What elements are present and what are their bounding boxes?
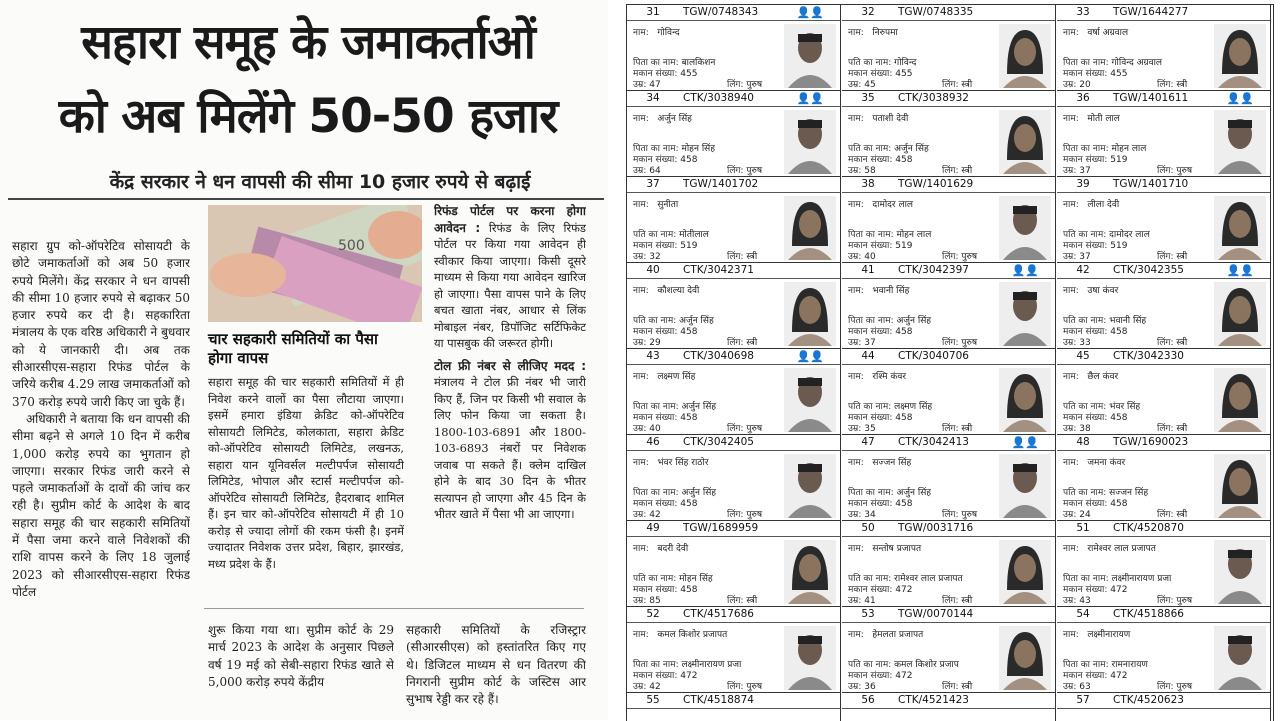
voter-photo xyxy=(1214,540,1266,604)
card-header xyxy=(1057,5,1270,21)
voter-card xyxy=(627,5,841,91)
person-icon: 👤👤 xyxy=(1011,436,1039,449)
house-number: मकान संख्या: 458 xyxy=(633,155,698,165)
voter-photo xyxy=(1214,282,1266,346)
voter-photo xyxy=(784,454,836,518)
epic-number: CTK/3042397 xyxy=(898,264,969,276)
bottom-column-3: सहकारी समितियों के रजिस्ट्रार (सीआरसीएस) को हस्तांतरित किए गए थे। डिजिटल माध्यम से धन वितरण की निगरानी सुप्रीम कोर्ट के जस्टिस आर सुभाष रेड्डी कर रहे हैं। xyxy=(406,623,586,707)
voter-card xyxy=(842,349,1056,435)
epic-number: CTK/3042413 xyxy=(898,436,969,448)
relative-name: पति का नाम: दामोदर लाल xyxy=(1063,230,1150,240)
bottom-column-2: शुरू किया गया था। सुप्रीम कोर्ट के 29 मार्च 2023 के आदेश के अनुसार पिछले वर्ष 19 मई को सेबी-सहारा रिफंड खाते से 5,000 करोड़ रुपये केंद्रीय xyxy=(208,623,394,689)
epic-number: CTK/4518866 xyxy=(1113,608,1184,620)
person-icon: 👤👤 xyxy=(1226,92,1254,105)
house-number: मकान संख्या: 472 xyxy=(1063,671,1128,681)
voter-card xyxy=(627,693,841,721)
relative-name: पिता का नाम: मोहन लाल xyxy=(848,230,932,240)
serial-number: 46 xyxy=(646,436,660,448)
card-header xyxy=(1057,693,1270,709)
tollfree-subhead: टोल फ्री नंबर से लीजिए मदद : xyxy=(434,358,586,373)
card-header xyxy=(1057,91,1270,107)
house-number: मकान संख्या: 455 xyxy=(633,69,698,79)
serial-number: 37 xyxy=(646,178,660,190)
epic-number: CTK/3042405 xyxy=(683,436,754,448)
epic-number: TGW/1401702 xyxy=(683,178,759,190)
serial-number: 57 xyxy=(1076,694,1090,706)
voter-name: नाम: लक्ष्मीनारायण xyxy=(1063,630,1131,640)
voter-name: नाम: रश्मि कंवर xyxy=(848,372,907,382)
box-text: सहारा समूह की चार सहकारी समितियों में ही निवेश करने वालों का पैसा लौटाया जाएगा। इसमें हमारा इंडिया क्रेडिट को-ऑपरेटिव सोसायटी लिमिटेड, कोलकाता, सहारा क्रेडिट को-ऑपरेटिव सोसायटी लिमिटेड, लखनऊ, सहारा यान यूनिवर्सल मल्टीपर्पज सोसायटी लिमिटेड, भोपाल और स्टार्स मल्टीपर्पज को-ऑपरेटिव सोसायटी लिमिटेड, हैदराबाद शामिल हैं। इन चार को-ऑपरेटिव सोसायटी में ही 10 करोड़ से ज्यादा लोगों की रकम फंसी है। इनमें ज्यादातर निवेशक उत्तर प्रदेश, बिहार, झारखंड, मध्य प्रदेश के हैं। xyxy=(208,375,404,571)
epic-number: CTK/3040698 xyxy=(683,350,754,362)
voter-photo xyxy=(1214,110,1266,174)
house-number: मकान संख्या: 458 xyxy=(633,327,698,337)
card-header xyxy=(842,91,1055,107)
voter-photo xyxy=(1214,626,1266,690)
voter-card xyxy=(842,693,1056,721)
house-number: मकान संख्या: 458 xyxy=(848,327,913,337)
voter-card xyxy=(842,521,1056,607)
serial-number: 55 xyxy=(646,694,660,706)
house-number: मकान संख्या: 472 xyxy=(633,671,698,681)
voter-card xyxy=(842,5,1056,91)
voter-card xyxy=(627,435,841,521)
epic-number: TGW/1689959 xyxy=(683,522,759,534)
box-title: चार सहकारी समितियों का पैसा होगा वापस xyxy=(208,330,378,367)
voter-name: नाम: बदरी देवी xyxy=(633,544,689,554)
relative-name: पिता का नाम: मोहन सिंह xyxy=(633,144,716,154)
serial-number: 32 xyxy=(861,6,875,18)
age-gender: उम्र: 24 लिंग: स्त्री xyxy=(1063,510,1188,520)
card-header xyxy=(842,349,1055,365)
voter-photo xyxy=(999,626,1051,690)
card-header xyxy=(1057,435,1270,451)
epic-number: TGW/1401611 xyxy=(1113,92,1189,104)
voter-card xyxy=(1057,91,1271,177)
voter-card xyxy=(842,607,1056,693)
age-gender: उम्र: 47 लिंग: पुरुष xyxy=(633,80,763,90)
card-header xyxy=(842,521,1055,537)
relative-name: पिता का नाम: बालकिशन xyxy=(633,58,716,68)
age-gender: उम्र: 37 लिंग: पुरुष xyxy=(848,338,978,348)
relative-name: पिता का नाम: मोहन लाल xyxy=(1063,144,1147,154)
serial-number: 40 xyxy=(646,264,660,276)
house-number: मकान संख्या: 458 xyxy=(1063,499,1128,509)
relative-name: पिता का नाम: अर्जुन सिंह xyxy=(848,488,932,498)
voter-card xyxy=(627,91,841,177)
card-header xyxy=(627,435,840,451)
card-header xyxy=(842,693,1055,709)
voter-name: नाम: रामेश्वर लाल प्रजापत xyxy=(1063,544,1156,554)
currency-photo xyxy=(208,205,422,322)
person-icon: 👤👤 xyxy=(796,6,824,19)
voter-card xyxy=(1057,177,1271,263)
epic-number: TGW/1690023 xyxy=(1113,436,1189,448)
serial-number: 54 xyxy=(1076,608,1090,620)
relative-name: पिता का नाम: अर्जुन सिंह xyxy=(848,316,932,326)
voter-card xyxy=(1057,521,1271,607)
age-gender: उम्र: 43 लिंग: पुरुष xyxy=(1063,596,1193,606)
relative-name: पति का नाम: भवानी सिंह xyxy=(1063,316,1147,326)
voter-card xyxy=(627,521,841,607)
age-gender: उम्र: 36 लिंग: स्त्री xyxy=(848,682,973,692)
age-gender: उम्र: 35 लिंग: स्त्री xyxy=(848,424,973,434)
epic-number: CTK/3040706 xyxy=(898,350,969,362)
age-gender: उम्र: 40 लिंग: पुरुष xyxy=(633,424,763,434)
relative-name: पति का नाम: मोहन सिंह xyxy=(633,574,713,584)
epic-number: CTK/3038940 xyxy=(683,92,754,104)
voter-name: नाम: लीला देवी xyxy=(1063,200,1120,210)
age-gender: उम्र: 20 लिंग: स्त्री xyxy=(1063,80,1188,90)
house-number: मकान संख्या: 458 xyxy=(848,413,913,423)
relative-name: पिता का नाम: लक्ष्मीनारायण प्रजा xyxy=(633,660,742,670)
card-header xyxy=(627,263,840,279)
voter-photo xyxy=(784,110,836,174)
voter-card xyxy=(842,177,1056,263)
voter-photo xyxy=(1214,454,1266,518)
epic-number: TGW/1401629 xyxy=(898,178,974,190)
voter-photo xyxy=(784,368,836,432)
voter-card xyxy=(842,91,1056,177)
card-header xyxy=(842,177,1055,193)
voter-name: नाम: उषा कंवर xyxy=(1063,286,1119,296)
voter-name: नाम: पताशी देवी xyxy=(848,114,909,124)
house-number: मकान संख्या: 458 xyxy=(633,413,698,423)
serial-number: 51 xyxy=(1076,522,1090,534)
card-header xyxy=(1057,349,1270,365)
col1-para-2: अधिकारी ने बताया कि धन वापसी की सीमा बढ़ने से अगले 10 दिन में करीब 1,000 करोड़ रुपये का भुगतान हो जाएगा। सरकार रिफंड जारी करने से पहले जमाकर्ताओं के दावों की जांच कर रही है। सुप्रीम कोर्ट के आदेश के बाद सहारा समूह की चार सहकारी समितियों में पैसा जमा करने वाले निवेशकों की राशि वापस करने के लिए 18 जुलाई 2023 को सीआरसीएस-सहारा रिफंड पोर्टल xyxy=(12,411,190,599)
epic-number: CTK/3042330 xyxy=(1113,350,1184,362)
voter-photo xyxy=(999,368,1051,432)
card-header xyxy=(627,349,840,365)
voter-card xyxy=(627,263,841,349)
serial-number: 34 xyxy=(646,92,660,104)
relative-name: पिता का नाम: रामनारायण xyxy=(1063,660,1148,670)
epic-number: CTK/4520870 xyxy=(1113,522,1184,534)
person-icon: 👤👤 xyxy=(796,92,824,105)
voter-name: नाम: निरुपमा xyxy=(848,28,898,38)
relative-name: पति का नाम: लक्ष्मण सिंह xyxy=(848,402,933,412)
voter-photo xyxy=(1214,196,1266,260)
serial-number: 49 xyxy=(646,522,660,534)
epic-number: CTK/3042355 xyxy=(1113,264,1184,276)
voter-name: नाम: लक्ष्मण सिंह xyxy=(633,372,696,382)
age-gender: उम्र: 34 लिंग: पुरुष xyxy=(848,510,978,520)
serial-number: 41 xyxy=(861,264,875,276)
epic-number: CTK/4518874 xyxy=(683,694,754,706)
svg-text:500: 500 xyxy=(338,238,365,254)
voter-photo xyxy=(999,282,1051,346)
card-header xyxy=(627,521,840,537)
voter-photo xyxy=(784,196,836,260)
serial-number: 52 xyxy=(646,608,660,620)
epic-number: TGW/0748343 xyxy=(683,6,759,18)
voter-photo xyxy=(784,24,836,88)
voter-name: नाम: अर्जुन सिंह xyxy=(633,114,692,124)
epic-number: CTK/4520623 xyxy=(1113,694,1184,706)
headline-rule xyxy=(8,198,604,200)
relative-name: पति का नाम: भंवर सिंह xyxy=(1063,402,1141,412)
card-header xyxy=(842,607,1055,623)
serial-number: 31 xyxy=(646,6,660,18)
voter-name: नाम: सज्जन सिंह xyxy=(848,458,912,468)
house-number: मकान संख्या: 472 xyxy=(848,671,913,681)
relative-name: पिता का नाम: अर्जुन सिंह xyxy=(633,488,717,498)
voter-photo xyxy=(1214,368,1266,432)
serial-number: 47 xyxy=(861,436,875,448)
voter-name: नाम: कमल किशोर प्रजापत xyxy=(633,630,728,640)
house-number: मकान संख्या: 455 xyxy=(848,69,913,79)
card-header xyxy=(627,693,840,709)
person-icon: 👤👤 xyxy=(1226,264,1254,277)
house-number: मकान संख्या: 472 xyxy=(848,585,913,595)
serial-number: 38 xyxy=(861,178,875,190)
house-number: मकान संख्या: 519 xyxy=(1063,155,1128,165)
age-gender: उम्र: 41 लिंग: स्त्री xyxy=(848,596,973,606)
voter-card xyxy=(627,349,841,435)
relative-name: पिता का नाम: गोविन्द अग्रवाल xyxy=(1063,58,1163,68)
voter-card xyxy=(627,177,841,263)
voter-name: नाम: गोविन्द xyxy=(633,28,680,38)
card-header xyxy=(842,5,1055,21)
age-gender: उम्र: 37 लिंग: स्त्री xyxy=(1063,252,1188,262)
voter-card xyxy=(1057,349,1271,435)
serial-number: 42 xyxy=(1076,264,1090,276)
house-number: मकान संख्या: 519 xyxy=(848,241,913,251)
relative-name: पति का नाम: मोतीलाल xyxy=(633,230,709,240)
card-header xyxy=(842,435,1055,451)
voter-name: नाम: सुनीता xyxy=(633,200,679,210)
headline-line-1: सहारा समूह के जमाकर्ताओं xyxy=(81,15,535,70)
age-gender: उम्र: 42 लिंग: पुरुष xyxy=(633,682,763,692)
person-icon: 👤👤 xyxy=(1011,264,1039,277)
box-bottom-rule xyxy=(204,608,584,609)
serial-number: 43 xyxy=(646,350,660,362)
voter-card xyxy=(1057,263,1271,349)
relative-name: पति का नाम: रामेश्वर लाल प्रजापत xyxy=(848,574,963,584)
news-clipping xyxy=(0,0,608,720)
house-number: मकान संख्या: 458 xyxy=(1063,327,1128,337)
col1-para-1: सहारा ग्रुप को-ऑपरेटिव सोसायटी के छोटे जमाकर्ताओं को अब 50 हजार रुपये मिलेंगे। केंद्र सरकार ने धन वापसी की सीमा 10 हजार रुपये से बढ़ाकर 50 हजार रुपये कर दी है। सहकारिता मंत्रालय के एक वरिष्ठ अधिकारी ने बुधवार को ये जानकारी दी। अब तक सीआरसीएस-सहारा रिफंड पोर्टल के जरिये करीब 4.29 लाख जमाकर्ताओं को 370 करोड़ रुपये जारी किए जा चुके हैं। xyxy=(12,239,190,409)
voter-card xyxy=(1057,693,1271,721)
voter-card xyxy=(842,263,1056,349)
serial-number: 45 xyxy=(1076,350,1090,362)
serial-number: 33 xyxy=(1076,6,1090,18)
voter-photo xyxy=(999,540,1051,604)
card-header xyxy=(1057,521,1270,537)
house-number: मकान संख्या: 458 xyxy=(633,499,698,509)
serial-number: 36 xyxy=(1076,92,1090,104)
relative-name: पिता का नाम: लक्ष्मीनारायण प्रजा xyxy=(1063,574,1172,584)
house-number: मकान संख्या: 458 xyxy=(848,155,913,165)
person-icon: 👤👤 xyxy=(796,350,824,363)
voter-name: नाम: छैल कंवर xyxy=(1063,372,1119,382)
relative-name: पति का नाम: कमल किशोर प्रजाप xyxy=(848,660,959,670)
age-gender: उम्र: 63 लिंग: पुरुष xyxy=(1063,682,1193,692)
house-number: मकान संख्या: 519 xyxy=(1063,241,1128,251)
subheadline: केंद्र सरकार ने धन वापसी की सीमा 10 हजार रुपये से बढ़ाई xyxy=(109,171,531,193)
relative-name: पति का नाम: अर्जुन सिंह xyxy=(633,316,714,326)
epic-number: TGW/0031716 xyxy=(898,522,974,534)
epic-number: TGW/1401710 xyxy=(1113,178,1189,190)
card-header xyxy=(1057,263,1270,279)
voter-name: नाम: वर्षा अग्रवाल xyxy=(1063,28,1129,38)
relative-name: पति का नाम: गोविन्द xyxy=(848,58,917,68)
serial-number: 48 xyxy=(1076,436,1090,448)
card-header xyxy=(627,607,840,623)
voter-photo xyxy=(999,24,1051,88)
age-gender: उम्र: 85 लिंग: स्त्री xyxy=(633,596,758,606)
voter-photo xyxy=(999,196,1051,260)
voter-photo xyxy=(999,454,1051,518)
age-gender: उम्र: 64 लिंग: पुरुष xyxy=(633,166,763,176)
voter-name: नाम: सन्तोष प्रजापत xyxy=(848,544,922,554)
card-header xyxy=(627,91,840,107)
age-gender: उम्र: 33 लिंग: स्त्री xyxy=(1063,338,1188,348)
epic-number: CTK/3042371 xyxy=(683,264,754,276)
age-gender: उम्र: 45 लिंग: स्त्री xyxy=(848,80,973,90)
relative-name: पति का नाम: अर्जुन सिंह xyxy=(848,144,929,154)
electoral-roll xyxy=(626,4,1274,721)
tollfree-text: मंत्रालय ने टोल फ्री नंबर भी जारी किए हैं, जिन पर किसी भी सवाल के लिए फोन किया जा सकता है। 1800-103-6891 और 1800-103-6893 नंबरों पर निवेशक जवाब पा सकते हैं। क्लेम दाखिल होने के बाद 30 दिन के भीतर सत्यापन हो जाएगा और 45 दिन के भीतर खाते में पैसा भी आ जाएगा। xyxy=(434,375,586,521)
voter-card xyxy=(1057,5,1271,91)
house-number: मकान संख्या: 472 xyxy=(1063,585,1128,595)
portal-text: रिफंड के लिए रिफंड पोर्टल पर किया गया आवेदन ही स्वीकार किया जाएगा। किसी दूसरे माध्यम से किया गया आवेदन खारिज हो जाएगा। पैसा वापस पाने के लिए बचत खाता नंबर, आधार से लिंक मोबाइल नंबर, डिपॉजिट सर्टिफिकेट या पासबुक की जरूरत होगी। xyxy=(434,220,586,350)
article-column-3 xyxy=(434,203,586,603)
house-number: मकान संख्या: 519 xyxy=(633,241,698,251)
voter-name: नाम: दामोदर लाल xyxy=(848,200,914,210)
card-header xyxy=(1057,607,1270,623)
age-gender: उम्र: 58 लिंग: स्त्री xyxy=(848,166,973,176)
serial-number: 53 xyxy=(861,608,875,620)
voter-name: नाम: हेमलता प्रजापत xyxy=(848,630,924,640)
age-gender: उम्र: 40 लिंग: पुरुष xyxy=(848,252,978,262)
voter-card xyxy=(842,435,1056,521)
article-column-1 xyxy=(12,238,190,624)
voter-card xyxy=(627,607,841,693)
age-gender: उम्र: 32 लिंग: स्त्री xyxy=(633,252,758,262)
voter-photo xyxy=(1214,24,1266,88)
voter-card xyxy=(1057,435,1271,521)
card-header xyxy=(627,5,840,21)
house-number: मकान संख्या: 455 xyxy=(1063,69,1128,79)
voter-name: नाम: मोती लाल xyxy=(1063,114,1120,124)
voter-photo xyxy=(784,540,836,604)
epic-number: CTK/4521423 xyxy=(898,694,969,706)
house-number: मकान संख्या: 458 xyxy=(633,585,698,595)
age-gender: उम्र: 38 लिंग: स्त्री xyxy=(1063,424,1188,434)
card-header xyxy=(842,263,1055,279)
house-number: मकान संख्या: 458 xyxy=(1063,413,1128,423)
serial-number: 56 xyxy=(861,694,875,706)
serial-number: 35 xyxy=(861,92,875,104)
relative-name: पति का नाम: सज्जन सिंह xyxy=(1063,488,1149,498)
epic-number: TGW/1644277 xyxy=(1113,6,1189,18)
epic-number: CTK/4517686 xyxy=(683,608,754,620)
epic-number: TGW/0748335 xyxy=(898,6,974,18)
age-gender: उम्र: 29 लिंग: स्त्री xyxy=(633,338,758,348)
headline-line-2: को अब मिलेंगे 50-50 हजार xyxy=(58,89,558,144)
card-header xyxy=(1057,177,1270,193)
voter-photo xyxy=(784,626,836,690)
age-gender: उम्र: 37 लिंग: पुरुष xyxy=(1063,166,1193,176)
voter-name: नाम: कौशल्या देवी xyxy=(633,286,700,296)
serial-number: 39 xyxy=(1076,178,1090,190)
serial-number: 44 xyxy=(861,350,875,362)
house-number: मकान संख्या: 458 xyxy=(848,499,913,509)
voter-name: नाम: जमना कंवर xyxy=(1063,458,1126,468)
portal-subhead: रिफंड पोर्टल पर करना होगा आवेदन : xyxy=(434,204,586,235)
voter-card xyxy=(1057,607,1271,693)
voter-name: नाम: भवानी सिंह xyxy=(848,286,910,296)
voter-name: नाम: भंवर सिंह राठोर xyxy=(633,458,709,468)
card-header xyxy=(627,177,840,193)
serial-number: 50 xyxy=(861,522,875,534)
epic-number: CTK/3038932 xyxy=(898,92,969,104)
age-gender: उम्र: 42 लिंग: पुरुष xyxy=(633,510,763,520)
relative-name: पिता का नाम: अर्जुन सिंह xyxy=(633,402,717,412)
epic-number: TGW/0070144 xyxy=(898,608,974,620)
voter-photo xyxy=(999,110,1051,174)
voter-photo xyxy=(784,282,836,346)
